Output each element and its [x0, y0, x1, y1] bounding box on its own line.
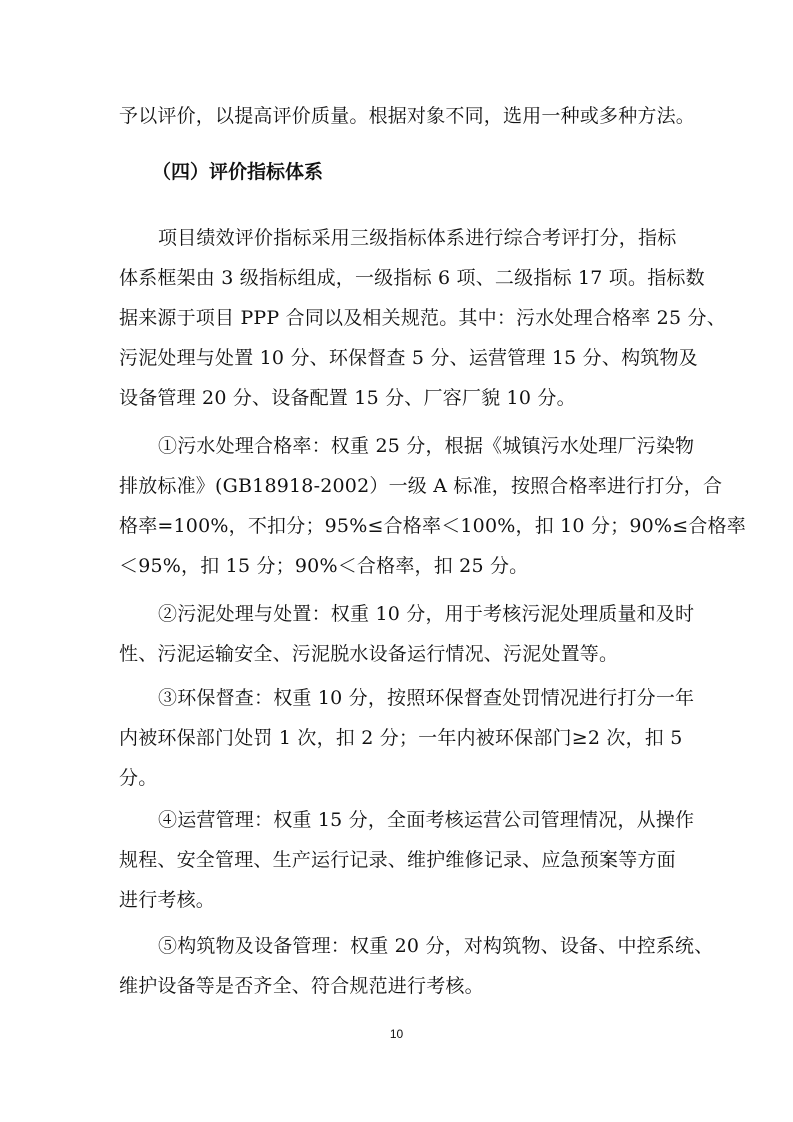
page-number: 10 [389, 1027, 404, 1041]
text-line: ＜95%，扣 15 分；90%＜合格率，扣 25 分。 [119, 555, 529, 577]
text-line: 据来源于项目 PPP 合同以及相关规范。其中：污水处理合格率 25 分、 [119, 307, 726, 329]
text-line: 内被环保部门处罚 1 次，扣 2 分；一年内被环保部门≥2 次，扣 5 [119, 727, 683, 749]
text-line: 予以评价，以提高评价质量。根据对象不同，选用一种或多种方法。 [119, 105, 696, 127]
text-line: ③环保督查：权重 10 分，按照环保督查处罚情况进行打分一年 [158, 687, 695, 709]
text-line: 体系框架由 3 级指标组成，一级指标 6 项、二级指标 17 项。指标数 [119, 267, 705, 289]
text-line: ①污水处理合格率：权重 25 分，根据《城镇污水处理厂污染物 [158, 435, 695, 457]
text-line: ④运营管理：权重 15 分，全面考核运营公司管理情况，从操作 [158, 809, 695, 831]
section-heading: （四）评价指标体系 [152, 161, 324, 183]
text-line: 维护设备等是否齐全、符合规范进行考核。 [119, 975, 484, 997]
text-line: 分。 [119, 767, 158, 789]
text-line: 进行考核。 [119, 889, 216, 911]
text-line: 规程、安全管理、生产运行记录、维护维修记录、应急预案等方面 [119, 849, 676, 871]
text-line: 格率=100%，不扣分；95%≤合格率＜100%，扣 10 分；90%≤合格率 [119, 515, 746, 537]
text-line: 排放标准》(GB18918-2002）一级 A 标准，按照合格率进行打分，合 [119, 475, 723, 497]
text-line: ⑤构筑物及设备管理：权重 20 分，对构筑物、设备、中控系统、 [158, 935, 714, 957]
text-line: ②污泥处理与处置：权重 10 分，用于考核污泥处理质量和及时 [158, 603, 695, 625]
text-line: 设备管理 20 分、设备配置 15 分、厂容厂貌 10 分。 [119, 387, 576, 409]
text-line: 性、污泥运输安全、污泥脱水设备运行情况、污泥处置等。 [119, 643, 619, 665]
text-line: 污泥处理与处置 10 分、环保督查 5 分、运营管理 15 分、构筑物及 [119, 347, 698, 369]
text-line: 项目绩效评价指标采用三级指标体系进行综合考评打分，指标 [158, 227, 677, 249]
